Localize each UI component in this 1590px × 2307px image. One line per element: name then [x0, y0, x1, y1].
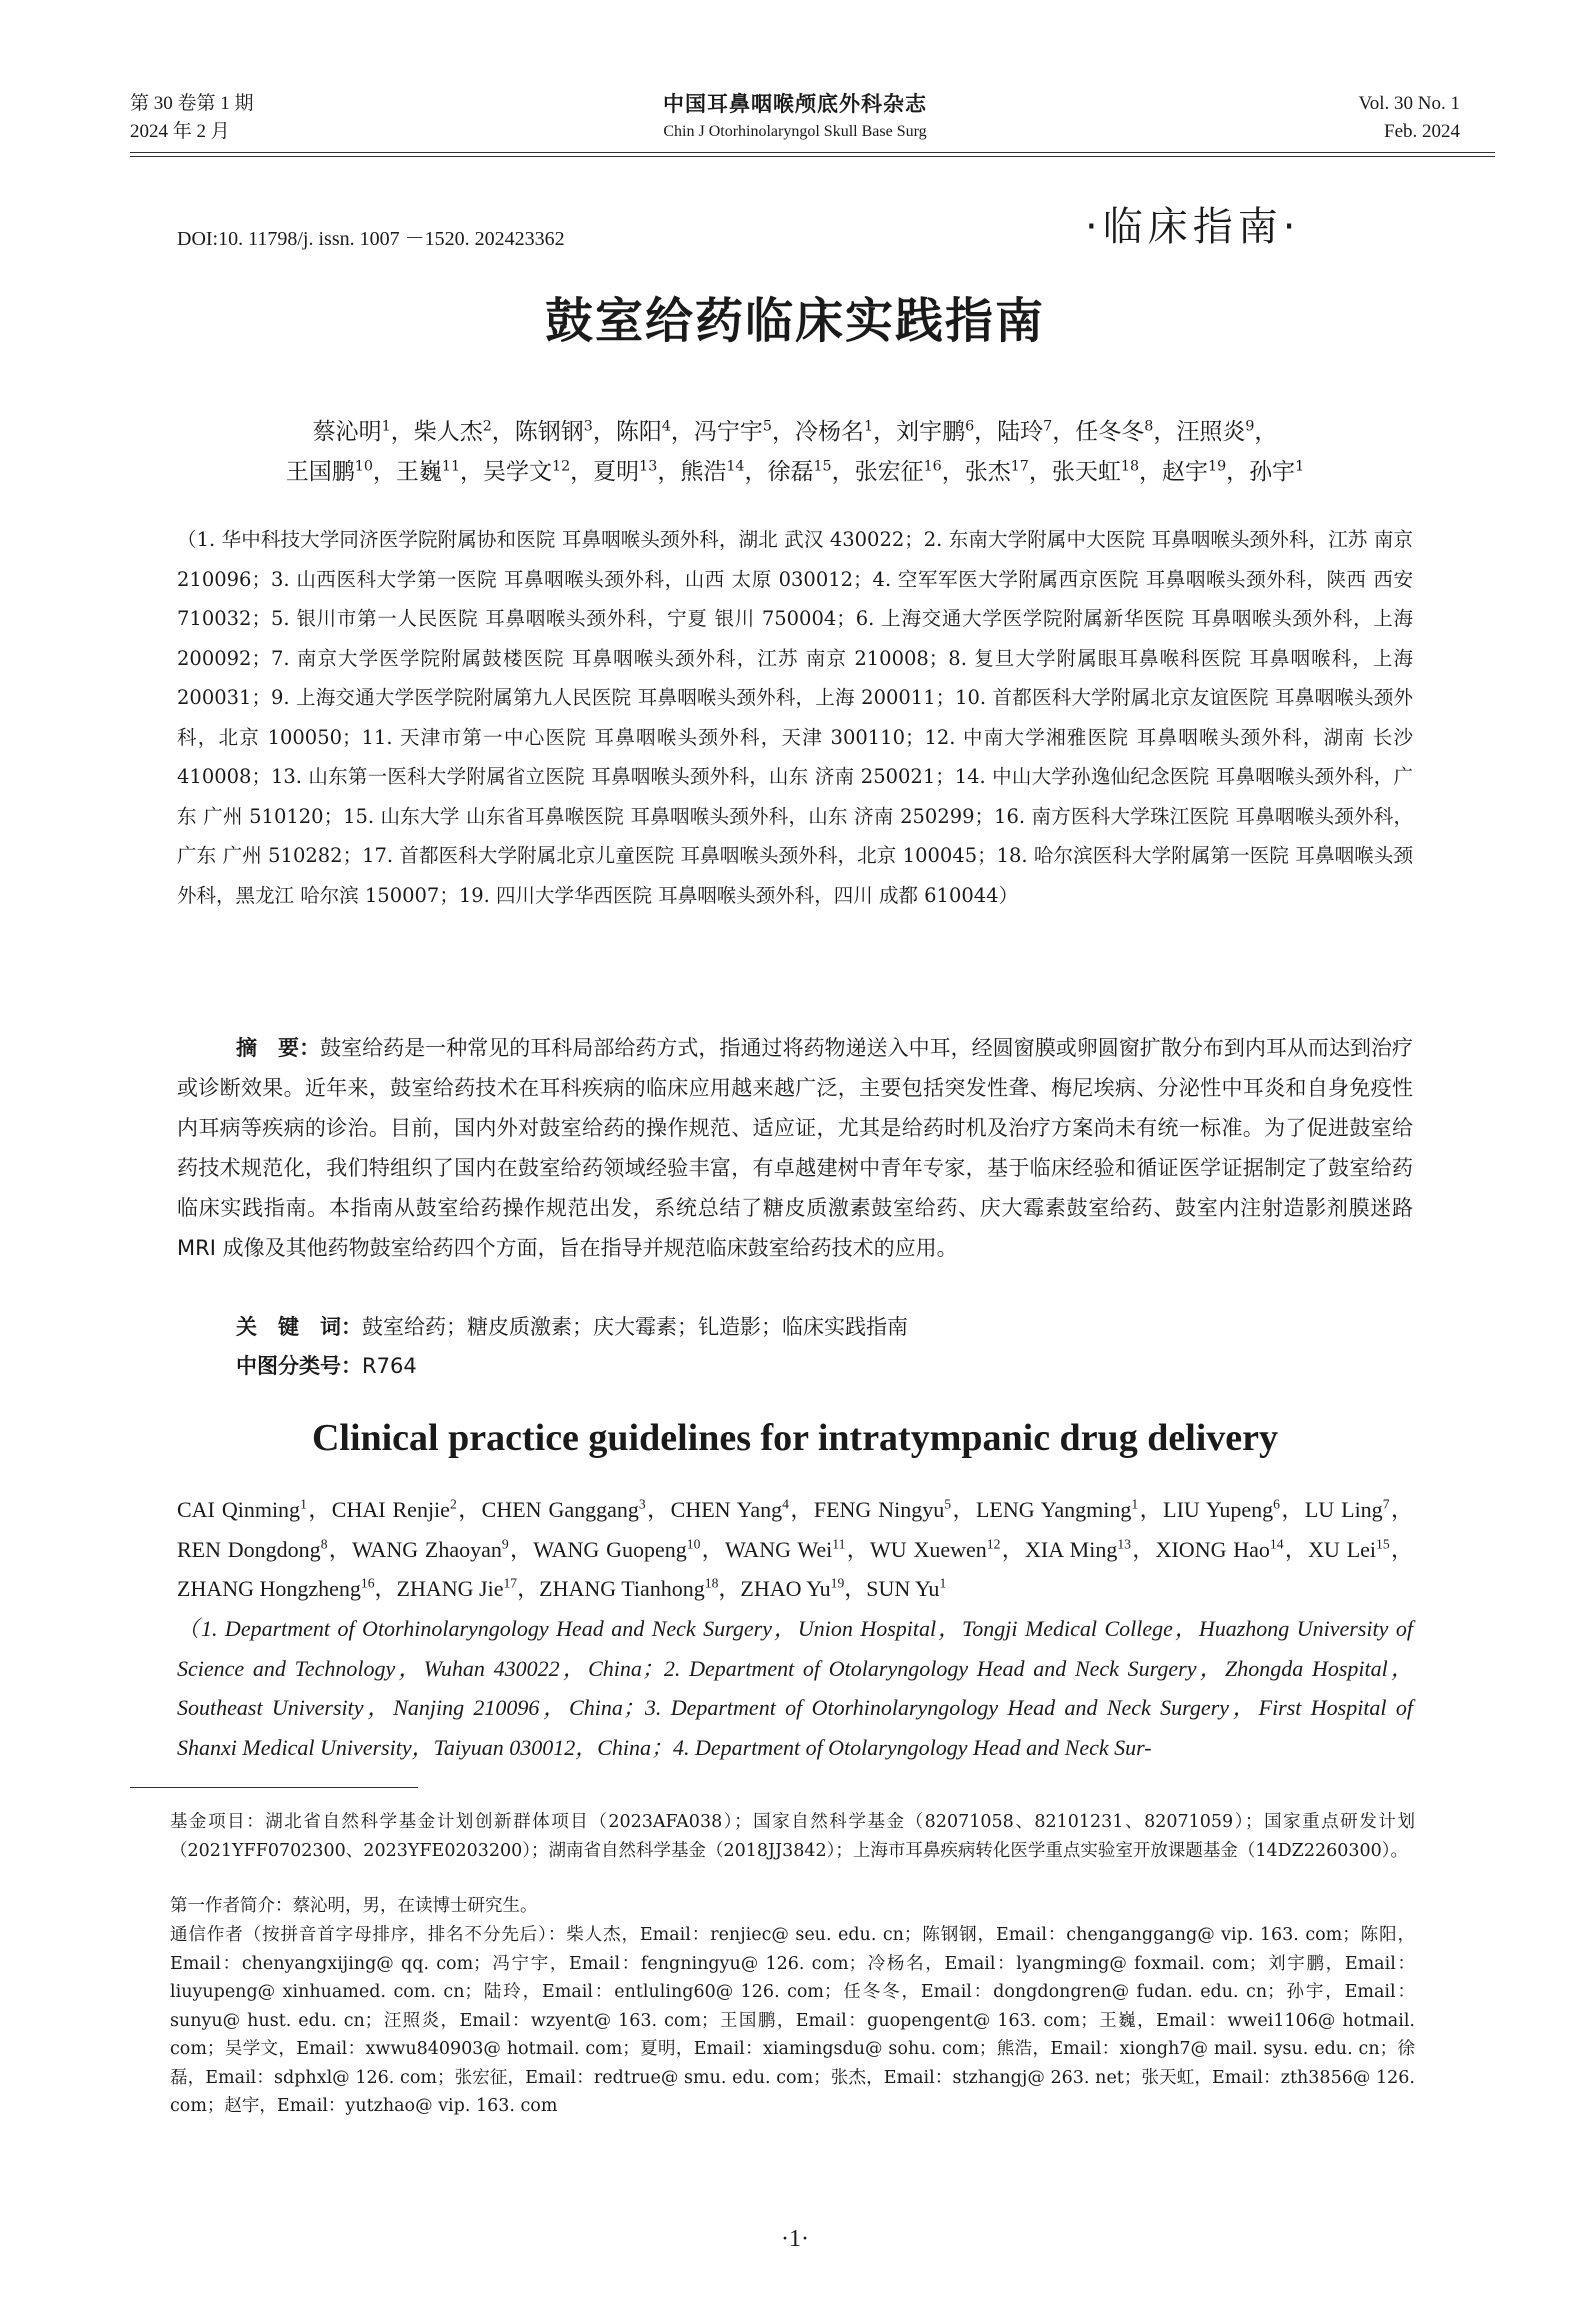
author-separator: ， — [327, 1536, 353, 1562]
author-name-text: 张天虹 — [1051, 459, 1121, 485]
header-rule-bottom — [130, 156, 1495, 157]
header-rule-top — [130, 152, 1495, 153]
footnote-funding: 基金项目：湖北省自然科学基金计划创新群体项目（2023AFA038）；国家自然科学基金（82071058、82101231、82071059）；国家重点研发计划（2021YFF0702300、2023YFE0203200）；湖南省自然科学基金（2018JJ3842）；上海市耳鼻疾病转化医学重点实验室开放课题基金（14DZ2260300）。 — [170, 1812, 1415, 1861]
author-name — [616, 419, 671, 445]
author-name-text: XIA Ming — [1025, 1536, 1118, 1562]
author-separator: ， — [831, 459, 855, 485]
author-name-text: 张宏征 — [854, 459, 924, 485]
author-name-text: WANG Zhaoyan — [352, 1536, 502, 1562]
author-separator: ， — [306, 1497, 332, 1522]
author-affiliation-sup: 1 — [1295, 458, 1305, 475]
author-separator: ， — [592, 419, 616, 445]
author-affiliation-sup: 13 — [639, 458, 658, 475]
author-affiliation-sup: 2 — [449, 1496, 457, 1512]
author-name-text: 孙宇 — [1249, 459, 1296, 485]
author-name — [533, 1537, 700, 1562]
author-name-text: 徐磊 — [767, 459, 814, 485]
author-separator: ， — [1000, 1536, 1025, 1562]
author-name-text: WU Xuewen — [870, 1536, 987, 1562]
author-separator: ， — [570, 459, 594, 485]
authors-cn-line1 — [0, 412, 1590, 452]
author-name — [177, 1497, 307, 1522]
author-name — [286, 459, 373, 485]
authors-cn-line2 — [0, 452, 1590, 492]
author-affiliation-sup: 10 — [354, 458, 373, 475]
author-name-text: 张杰 — [964, 459, 1011, 485]
author-name — [1075, 419, 1153, 445]
author-separator: ， — [390, 419, 414, 445]
keywords-label: 关 键 词： — [236, 1315, 362, 1339]
author-name — [1308, 1537, 1390, 1562]
author-affiliation-sup: 11 — [441, 458, 461, 475]
author-name — [767, 459, 831, 485]
author-affiliation-sup: 5 — [762, 418, 772, 435]
author-name-text: 冷杨名 — [795, 419, 864, 445]
author-affiliation-sup: 12 — [552, 458, 571, 475]
author-name-text: 陆玲 — [997, 419, 1044, 445]
author-name — [177, 1576, 375, 1601]
author-name — [795, 419, 873, 445]
author-separator: ， — [873, 419, 897, 445]
author-name-text: CAI Qinming — [177, 1497, 301, 1522]
author-name — [1025, 1537, 1131, 1562]
author-name-text: LIU Yupeng — [1163, 1497, 1274, 1522]
author-name-text: 刘宇鹏 — [896, 419, 966, 445]
author-affiliation-sup: 15 — [813, 458, 832, 475]
author-name-text: 陈阳 — [615, 419, 662, 445]
author-separator: ， — [456, 1497, 482, 1522]
author-name-text: CHAI Renjie — [331, 1497, 450, 1522]
volume-issue-text: 第 30 卷第 1 期 — [130, 93, 254, 114]
journal-volume-issue — [130, 90, 254, 146]
author-separator: ， — [1139, 459, 1163, 485]
author-affiliation-sup: 18 — [704, 1575, 719, 1591]
author-separator: ， — [657, 459, 681, 485]
author-name-text: 吴学文 — [483, 459, 553, 485]
author-name-text: XIONG Hao — [1155, 1536, 1270, 1562]
author-affiliation-sup: 3 — [583, 418, 593, 435]
author-affiliation-sup: 1 — [381, 418, 391, 435]
author-name-text: 赵宇 — [1162, 459, 1209, 485]
author-name — [680, 459, 744, 485]
author-affiliation-sup: 4 — [782, 1496, 789, 1512]
author-separator: ， — [1052, 419, 1076, 445]
author-separator: ， — [645, 1497, 671, 1522]
author-name — [855, 459, 942, 485]
author-affiliation-sup: 10 — [686, 1536, 701, 1552]
author-name-text: REN Dongdong — [177, 1536, 321, 1562]
author-affiliation-sup: 19 — [830, 1575, 845, 1591]
author-name — [352, 1537, 509, 1562]
author-separator: ， — [700, 1536, 725, 1562]
author-affiliation-sup: 3 — [638, 1496, 646, 1512]
author-affiliation-sup: 8 — [320, 1536, 328, 1552]
author-name — [725, 1537, 845, 1562]
author-affiliation-sup: 1 — [1131, 1496, 1139, 1512]
classification-label: 中图分类号： — [236, 1354, 362, 1378]
author-name-text: 汪照炎 — [1176, 419, 1246, 445]
journal-name — [545, 90, 1045, 146]
abstract-label: 摘 要： — [236, 1036, 321, 1060]
author-name — [515, 419, 593, 445]
author-separator: ， — [1279, 1497, 1305, 1522]
author-name-text: LU Ling — [1304, 1497, 1383, 1522]
author-name — [1162, 459, 1226, 485]
author-affiliation-sup: 6 — [1273, 1496, 1280, 1512]
author-name — [482, 1497, 646, 1522]
author-affiliation-sup: 16 — [360, 1575, 375, 1591]
abstract — [177, 1028, 1413, 1268]
journal-volume-en — [1358, 90, 1460, 146]
author-name — [1052, 459, 1139, 485]
author-name-text: FENG Ningyu — [813, 1497, 945, 1522]
author-name — [1249, 459, 1304, 485]
author-separator: ， — [374, 1576, 397, 1601]
journal-name-cn: 中国耳鼻咽喉颅底外科杂志 — [663, 92, 927, 116]
author-name-text: 任冬冬 — [1075, 419, 1145, 445]
author-name-text: 蔡沁明 — [312, 419, 382, 445]
title-cn: 鼓室给药临床实践指南 — [544, 293, 1045, 349]
author-affiliation-sup: 14 — [1269, 1536, 1284, 1552]
abstract-text: 鼓室给药是一种常见的耳科局部给药方式，指通过将药物递送入中耳，经圆窗膜或卵圆窗扩散分布到内耳从而达到治疗或诊断效果。近年来，鼓室给药技术在耳科疾病的临床应用越来越广泛，主要包括突发性聋、梅尼埃病、分泌性中耳炎和自身免疫性内耳病等疾病的诊治。目前，国内外对鼓室给药的操作规范、适应证，尤其是给药时机及治疗方案尚未有统一标准。为了促进鼓室给药技术规范化，我们特组织了国内在鼓室给药领域经验丰富，有卓越建树中青年专家，基于临床经验和循证医学证据制定了鼓室给药临床实践指南。本指南从鼓室给药操作规范出发，系统总结了糖皮质激素鼓室给药、庆大霉素鼓室给药、鼓室内注射造影剂膜迷路 MRI 成像及其他药物鼓室给药四个方面，旨在指导并规范临床鼓室给药技术的应用。 — [177, 1036, 1413, 1260]
author-name-text: 熊浩 — [680, 459, 727, 485]
author-name-text: SUN Yu — [866, 1576, 940, 1601]
author-affiliation-sup: 19 — [1208, 458, 1227, 475]
author-name — [965, 459, 1029, 485]
author-name — [694, 419, 772, 445]
author-name — [671, 1497, 789, 1522]
page-number: ·1· — [781, 2226, 809, 2252]
author-affiliation-sup: 5 — [944, 1496, 952, 1512]
author-name — [1156, 1537, 1284, 1562]
author-separator: ， — [744, 459, 768, 485]
footnote-first-author: 第一作者简介：蔡沁明，男，在读博士研究生。 — [170, 1896, 538, 1916]
author-affiliation-sup: 17 — [503, 1575, 518, 1591]
author-name — [1163, 1497, 1280, 1522]
author-name — [870, 1537, 1000, 1562]
issue-date-text: 2024 年 2 月 — [130, 121, 230, 142]
author-separator: ， — [1028, 459, 1052, 485]
author-name — [414, 419, 492, 445]
author-name — [313, 419, 391, 445]
author-affiliation-sup: 9 — [501, 1536, 509, 1552]
section-label: ·临床指南· — [1085, 204, 1301, 250]
author-name-text: LENG Yangming — [975, 1497, 1132, 1522]
author-affiliation-sup: 6 — [965, 418, 975, 435]
author-affiliation-sup: 13 — [1117, 1536, 1131, 1552]
author-affiliation-sup: 2 — [482, 418, 492, 435]
author-name-text: WANG Guopeng — [533, 1536, 687, 1562]
footnote-rule — [130, 1787, 418, 1788]
author-name-text: WANG Wei — [724, 1536, 833, 1562]
author-separator: ， — [844, 1576, 867, 1601]
author-name-text: CHEN Ganggang — [481, 1497, 639, 1522]
author-name — [997, 419, 1052, 445]
author-separator: ， — [974, 419, 998, 445]
author-affiliation-sup: 14 — [726, 458, 745, 475]
author-name-text: 柴人杰 — [413, 419, 483, 445]
author-separator: ， — [372, 459, 396, 485]
author-name-text: CHEN Yang — [670, 1497, 783, 1522]
author-affiliation-sup: 1 — [864, 418, 874, 435]
author-affiliation-sup: 1 — [939, 1575, 947, 1591]
author-name-text: 王国鹏 — [285, 459, 355, 485]
author-name — [332, 1497, 457, 1522]
author-name-text: ZHAO Yu — [740, 1576, 831, 1601]
authors-en — [177, 1490, 1413, 1609]
author-separator: ， — [1226, 459, 1250, 485]
author-separator: ， — [1389, 1497, 1413, 1522]
keywords — [236, 1311, 908, 1341]
author-separator: ， — [718, 1576, 741, 1601]
footnote-corresponding: 通信作者（按拼音首字母排序，排名不分先后）：柴人杰，Email：renjiec@ seu. edu. cn；陈钢钢，Email：chenganggang@ vip. 163. com；陈阳，Email：chenyangxijing@ qq. com；冯宁宇，Email：fengningyu@ 126. com；冷杨名，Email：lyangming@ foxmail. com；刘宇鹏，Email：liuyupeng@ xinhuamed. com. cn；陆玲，Email：entluling60@ 126. com；任冬冬，Email：dongdongren@ fudan. edu. cn；孙宇，Email：sunyu@ hust. edu. cn；汪照炎，Email：wzyent@ 163. com；王国鹏，Email：guopengent@ 163. com；王巍，Email：wwei1106@ hotmail. com；吴学文，Email：xwwu840903@ hotmail. com；夏明，Email：xiamingsdu@ sohu. com；熊浩，Email：xiongh7@ mail. sysu. edu. cn；徐磊，Email：sdphxl@ 126. com；张宏征，Email：redtrue@ smu. edu. com；张杰，Email：stzhangj@ 263. net；张天虹，Email：zth3856@ 126. com；赵宇，Email：yutzhao@ vip. 163. com — [170, 1925, 1415, 2116]
author-name — [866, 1576, 946, 1601]
author-affiliation-sup: 12 — [986, 1536, 1001, 1552]
author-separator: ， — [788, 1497, 814, 1522]
author-name — [1176, 419, 1254, 445]
author-affiliation-sup: 15 — [1376, 1536, 1390, 1552]
author-name — [976, 1497, 1138, 1522]
author-name — [483, 459, 570, 485]
author-affiliation-sup: 1 — [300, 1496, 307, 1512]
keywords-text: 鼓室给药；糖皮质激素；庆大霉素；钆造影；临床实践指南 — [362, 1315, 908, 1339]
author-name — [539, 1576, 718, 1601]
author-name-text: ZHANG Jie — [396, 1576, 504, 1601]
author-separator: ， — [951, 1497, 976, 1522]
author-name-text: 陈钢钢 — [514, 419, 584, 445]
author-affiliation-sup: 18 — [1120, 458, 1140, 475]
author-affiliation-sup: 16 — [923, 458, 942, 475]
author-separator: ， — [941, 459, 965, 485]
author-separator: ， — [1254, 419, 1278, 445]
journal-name-en: Chin J Otorhinolaryngol Skull Base Surg — [663, 123, 927, 140]
author-separator: ， — [845, 1536, 870, 1562]
author-separator: ， — [1138, 1497, 1164, 1522]
author-name — [896, 419, 974, 445]
date-en-text: Feb. 2024 — [1384, 121, 1460, 142]
author-separator: ， — [1153, 419, 1177, 445]
author-name — [1305, 1497, 1390, 1522]
author-separator: ， — [1130, 1536, 1156, 1562]
author-separator: ， — [670, 419, 694, 445]
author-name-text: 冯宁宇 — [693, 419, 763, 445]
doi: DOI:10. 11798/j. issn. 1007 －1520. 202423362 — [177, 228, 565, 250]
author-affiliation-sup: 4 — [661, 418, 671, 435]
author-separator: ， — [1283, 1536, 1309, 1562]
author-affiliation-sup: 17 — [1010, 458, 1029, 475]
classification — [236, 1350, 417, 1380]
affiliations-en: （1. Department of Otorhinolaryngology Head and Neck Surgery，Union Hospital，Tongji Medical College，Huazhong University of Science and Technology，Wuhan 430022，China；2. Department of Otolaryngology Head and Neck Surgery，Zhongda Hospital，Southeast University，Nanjing 210096，China；3. Department of Otorhinolaryngology Head and Neck Surgery，First Hospital of Shanxi Medical University，Taiyuan 030012，China；4. Department of Otolaryngology Head and Neck Sur- — [177, 1616, 1413, 1760]
author-name — [593, 459, 657, 485]
author-name-text: XU Lei — [1308, 1536, 1377, 1562]
author-separator: ， — [1389, 1536, 1413, 1562]
author-name-text: ZHANG Tianhong — [539, 1576, 705, 1601]
author-separator: ， — [517, 1576, 540, 1601]
author-separator: ， — [772, 419, 795, 445]
author-name — [396, 459, 460, 485]
author-name — [814, 1497, 951, 1522]
author-affiliation-sup: 7 — [1382, 1496, 1390, 1512]
author-name — [397, 1576, 518, 1601]
author-name-text: ZHANG Hongzheng — [177, 1576, 361, 1601]
author-affiliation-sup: 7 — [1043, 418, 1053, 435]
author-name — [177, 1537, 328, 1562]
author-affiliation-sup: 9 — [1245, 418, 1255, 435]
author-separator: ， — [508, 1536, 534, 1562]
author-affiliation-sup: 8 — [1144, 418, 1154, 435]
author-affiliation-sup: 11 — [832, 1536, 846, 1552]
author-separator: ， — [491, 419, 515, 445]
classification-text: R764 — [362, 1354, 417, 1378]
author-name-text: 夏明 — [593, 459, 640, 485]
volume-en-text: Vol. 30 No. 1 — [1358, 93, 1460, 114]
author-separator: ， — [460, 459, 484, 485]
title-en: Clinical practice guidelines for intratympanic drug delivery — [311, 1417, 1279, 1459]
author-name-text: 王巍 — [395, 459, 442, 485]
author-name — [740, 1576, 844, 1601]
affiliations-cn: （1. 华中科技大学同济医学院附属协和医院 耳鼻咽喉头颈外科，湖北 武汉 430022；2. 东南大学附属中大医院 耳鼻咽喉头颈外科，江苏 南京 210096；3. 山西医科大学第一医院 耳鼻咽喉头颈外科，山西 太原 030012；4. 空军军医大学附属西京医院 耳鼻咽喉头颈外科，陕西 西安 710032；5. 银川市第一人民医院 耳鼻咽喉头颈外科，宁夏 银川 750004；6. 上海交通大学医学院附属新华医院 耳鼻咽喉头颈外科，上海 200092；7. 南京大学医学院附属鼓楼医院 耳鼻咽喉头颈外科，江苏 南京 210008；8. 复旦大学附属眼耳鼻喉科医院 耳鼻咽喉科，上海 200031；9. 上海交通大学医学院附属第九人民医院 耳鼻咽喉头颈外科，上海 200011；10. 首都医科大学附属北京友谊医院 耳鼻咽喉头颈外科，北京 100050；11. 天津市第一中心医院 耳鼻咽喉头颈外科，天津 300110；12. 中南大学湘雅医院 耳鼻咽喉头颈外科，湖南 长沙 410008；13. 山东第一医科大学附属省立医院 耳鼻咽喉头颈外科，山东 济南 250021；14. 中山大学孙逸仙纪念医院 耳鼻咽喉头颈外科，广东 广州 510120；15. 山东大学 山东省耳鼻喉医院 耳鼻咽喉头颈外科，山东 济南 250299；16. 南方医科大学珠江医院 耳鼻咽喉头颈外科，广东 广州 510282；17. 首都医科大学附属北京儿童医院 耳鼻咽喉头颈外科，北京 100045；18. 哈尔滨医科大学附属第一医院 耳鼻咽喉头颈外科，黑龙江 哈尔滨 150007；19. 四川大学华西医院 耳鼻咽喉头颈外科，四川 成都 610044） — [177, 528, 1413, 907]
